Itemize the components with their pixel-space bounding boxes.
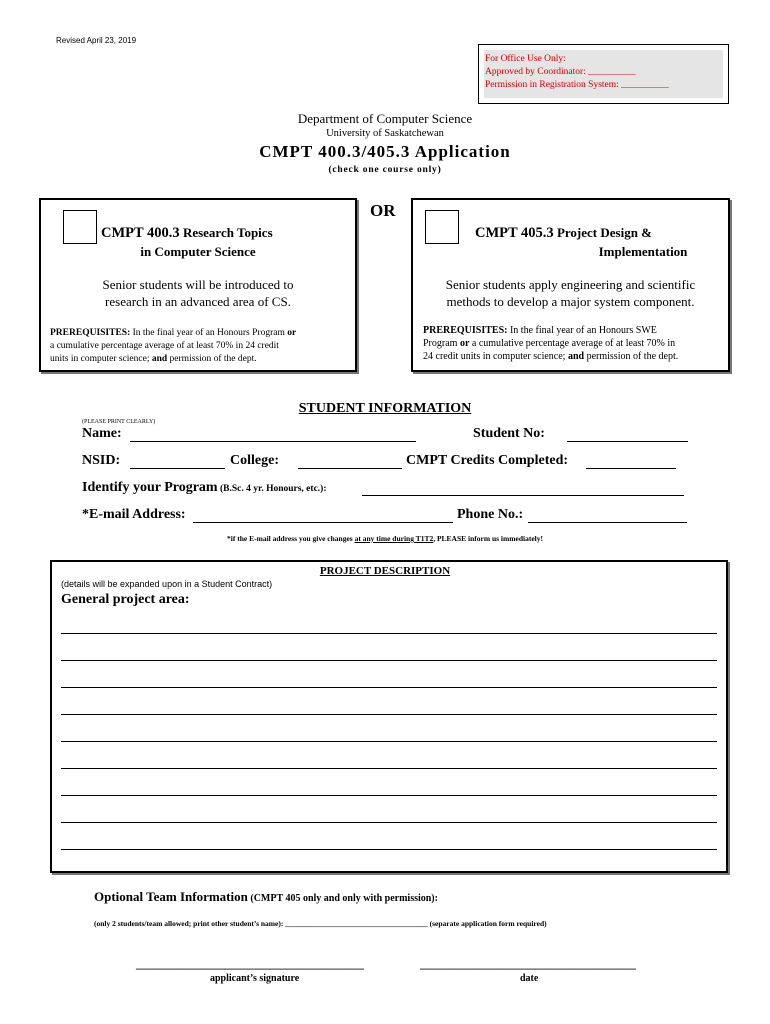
- email-note-underlined: at any time during T1T2: [354, 534, 434, 543]
- office-approved-line: Approved by Coordinator: __________: [485, 67, 636, 77]
- email-change-note: [0, 534, 770, 543]
- course-400-desc-line2: research in an advanced area of CS.: [105, 294, 291, 309]
- program-field[interactable]: [362, 495, 684, 496]
- course-400-prereq-line1: [50, 327, 296, 340]
- team-member-line[interactable]: (only 2 students/team allowed; print other student’s name): ______________________________________ (separate application form required): [94, 919, 547, 928]
- course-405-prereq-line3: [423, 350, 678, 363]
- university-name: University of Saskatchewan: [326, 128, 444, 139]
- course-405-prereq-line1: [423, 324, 657, 337]
- student-no-label: Student No:: [473, 426, 545, 441]
- course-405-title: Project Design &: [553, 225, 652, 240]
- team-info-row: [94, 889, 438, 905]
- revised-date: Revised April 23, 2019: [56, 36, 137, 45]
- credits-field[interactable]: [586, 468, 676, 469]
- office-use-box: [478, 44, 729, 104]
- course-400-desc-line1: Senior students will be introduced to: [102, 277, 294, 292]
- nsid-label: NSID:: [82, 453, 121, 468]
- project-line-4[interactable]: [61, 714, 717, 715]
- course-405-desc-line1: Senior students apply engineering and scientific: [445, 277, 696, 292]
- course-400-prereq-and: and: [151, 354, 168, 364]
- course-400-prereq-text3a: units in computer science;: [50, 354, 152, 364]
- email-note-text-b: , PLEASE inform us immediately!: [433, 534, 543, 543]
- course-405-prereq-text3a: 24 credit units in computer science;: [423, 351, 568, 362]
- name-field[interactable]: [130, 441, 416, 442]
- program-label-row: [82, 480, 326, 496]
- credits-label: CMPT Credits Completed:: [406, 453, 569, 468]
- name-label: Name:: [82, 426, 122, 441]
- department-name: Department of Computer Science: [297, 111, 473, 126]
- course-405-box: [411, 198, 730, 372]
- print-clearly-note: (PLEASE PRINT CLEARLY): [82, 419, 156, 425]
- project-line-9[interactable]: [61, 849, 717, 850]
- office-use-title: For Office Use Only:: [485, 54, 566, 64]
- course-405-prereq-or: or: [459, 338, 470, 349]
- check-instruction: (check one course only): [328, 165, 442, 175]
- project-line-2[interactable]: [61, 660, 717, 661]
- course-405-title-line2: Implementation: [598, 244, 688, 259]
- course-400-title-line2: in Computer Science: [140, 244, 256, 259]
- phone-label: Phone No.:: [457, 507, 524, 522]
- course-405-prereq-line2: [423, 337, 675, 350]
- project-line-1[interactable]: [61, 633, 717, 634]
- course-400-prereq-text1: In the final year of an Honours Program: [130, 328, 288, 338]
- course-400-prereq-line3: [50, 353, 257, 366]
- course-400-prereq-or: or: [287, 328, 297, 338]
- date-line[interactable]: ____________________________________: [420, 957, 636, 971]
- or-label: OR: [370, 201, 396, 220]
- course-405-checkbox[interactable]: [425, 210, 459, 244]
- nsid-field[interactable]: [130, 468, 225, 469]
- course-405-prereq-and: and: [567, 351, 585, 362]
- course-405-prereq-label: PREREQUISITES:: [423, 325, 508, 336]
- office-permission-line: Permission in Registration System: __________: [485, 80, 669, 90]
- course-400-prereq-text3b: permission of the dept.: [167, 354, 257, 364]
- project-description-heading: PROJECT DESCRIPTION: [319, 565, 451, 577]
- program-hint: (B.Sc. 4 yr. Honours, etc.):: [217, 484, 327, 494]
- course-400-code: CMPT 400.3: [101, 225, 180, 241]
- date-label: date: [520, 973, 539, 984]
- course-405-prereq-text1: In the final year of an Honours SWE: [507, 325, 657, 336]
- project-details-note: (details will be expanded upon in a Student Contract): [61, 579, 273, 589]
- project-line-5[interactable]: [61, 741, 717, 742]
- signature-line[interactable]: ______________________________________: [136, 957, 364, 971]
- college-label: College:: [230, 453, 279, 468]
- email-note-text-a: *if the E-mail address you give changes: [227, 534, 355, 543]
- team-info-note: (CMPT 405 only and only with permission):: [247, 893, 438, 904]
- email-label: *E-mail Address:: [82, 507, 186, 522]
- course-405-prereq-text2b: a cumulative percentage average of at least 70% in: [469, 338, 676, 349]
- course-405-desc-line2: methods to develop a major system component.: [446, 294, 695, 309]
- phone-field[interactable]: [528, 522, 687, 523]
- project-line-6[interactable]: [61, 768, 717, 769]
- team-info-label: Optional Team Information: [94, 889, 248, 904]
- page-title: CMPT 400.3/405.3 Application: [259, 142, 511, 161]
- student-info-heading: STUDENT INFORMATION: [298, 401, 472, 416]
- signature-label: applicant’s signature: [210, 973, 300, 984]
- course-405-prereq-text3b: permission of the dept.: [584, 351, 679, 362]
- email-field[interactable]: [193, 522, 453, 523]
- project-line-8[interactable]: [61, 822, 717, 823]
- course-400-prereq-line2: a cumulative percentage average of at least 70% in 24 credit: [50, 341, 279, 351]
- project-line-3[interactable]: [61, 687, 717, 688]
- course-400-prereq-label: PREREQUISITES:: [50, 328, 131, 338]
- course-405-code: CMPT 405.3: [475, 225, 554, 241]
- course-400-checkbox[interactable]: [63, 210, 97, 244]
- program-label: Identify your Program: [82, 480, 218, 495]
- general-project-area-label: General project area:: [61, 592, 190, 607]
- course-400-title: Research Topics: [179, 225, 273, 240]
- course-400-box: [39, 198, 357, 372]
- course-405-prereq-text2a: Program: [423, 338, 460, 349]
- project-line-7[interactable]: [61, 795, 717, 796]
- student-no-field[interactable]: [567, 441, 688, 442]
- college-field[interactable]: [298, 468, 402, 469]
